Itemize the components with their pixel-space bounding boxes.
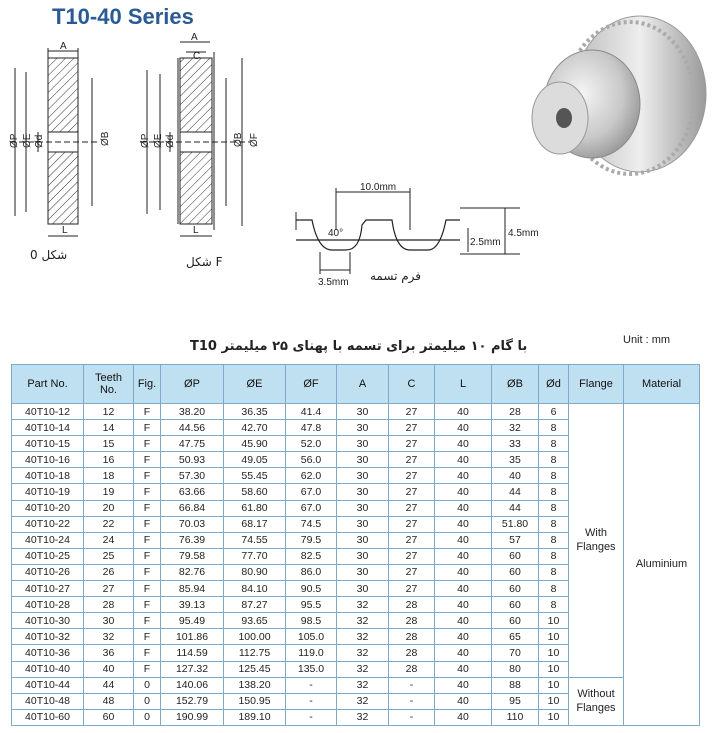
figure-0-label: شکل 0: [30, 248, 68, 262]
column-header: ØB: [492, 365, 539, 404]
table-cell: 138.20: [224, 677, 286, 693]
table-cell: 28: [492, 404, 539, 420]
table-cell: 40T10-28: [12, 597, 84, 613]
dim-l-f-label: L: [193, 225, 199, 236]
table-cell: 10: [539, 645, 569, 661]
table-cell: 40: [435, 468, 492, 484]
dim-c-label: C: [193, 51, 201, 62]
table-cell: 10: [539, 661, 569, 677]
table-cell: 27: [389, 484, 435, 500]
table-cell: 30: [337, 532, 389, 548]
table-cell: 40: [435, 436, 492, 452]
column-header: Material: [624, 365, 700, 404]
table-cell: 135.0: [286, 661, 337, 677]
table-cell: 27: [389, 516, 435, 532]
table-cell: 40: [435, 564, 492, 580]
table-cell: 88: [492, 677, 539, 693]
table-cell: 8: [539, 468, 569, 484]
table-cell: 84.10: [224, 581, 286, 597]
table-cell: 40: [435, 500, 492, 516]
dim-p-f-label: ØP: [140, 133, 151, 148]
table-cell: 45.90: [224, 436, 286, 452]
table-cell: 36: [84, 645, 134, 661]
table-cell: 47.8: [286, 420, 337, 436]
table-caption: T10 با گام ۱۰ میلیمتر برای تسمه با پهنای ۲۵ میلیمتر: [190, 339, 528, 354]
flange-with-cell: With Flanges: [569, 404, 624, 678]
table-cell: 76.39: [161, 532, 224, 548]
dim-tooth-label: 2.5mm: [470, 237, 501, 248]
table-cell: F: [134, 597, 161, 613]
table-cell: 32: [337, 629, 389, 645]
table-cell: 10: [539, 709, 569, 725]
table-cell: 8: [539, 420, 569, 436]
table-cell: 114.59: [161, 645, 224, 661]
table-cell: 70: [492, 645, 539, 661]
table-cell: 95.5: [286, 597, 337, 613]
table-cell: 24: [84, 532, 134, 548]
table-cell: 40T10-25: [12, 548, 84, 564]
table-cell: 32: [337, 645, 389, 661]
table-cell: 80.90: [224, 564, 286, 580]
table-cell: 40: [435, 404, 492, 420]
table-cell: 87.27: [224, 597, 286, 613]
table-cell: 44.56: [161, 420, 224, 436]
table-cell: 86.0: [286, 564, 337, 580]
table-cell: 27: [389, 548, 435, 564]
table-cell: 40T10-27: [12, 581, 84, 597]
table-cell: 30: [337, 500, 389, 516]
column-header: ØF: [286, 365, 337, 404]
table-cell: 90.5: [286, 581, 337, 597]
table-cell: 8: [539, 597, 569, 613]
table-cell: 32: [337, 613, 389, 629]
table-cell: 10: [539, 677, 569, 693]
table-cell: 40T10-18: [12, 468, 84, 484]
table-cell: 10: [539, 693, 569, 709]
table-cell: 40: [435, 581, 492, 597]
page-title: T10-40 Series: [52, 4, 194, 29]
table-cell: 40: [435, 420, 492, 436]
table-cell: 56.0: [286, 452, 337, 468]
table-cell: -: [286, 709, 337, 725]
table-cell: 27: [389, 404, 435, 420]
table-cell: 30: [337, 564, 389, 580]
table-cell: 152.79: [161, 693, 224, 709]
table-cell: 77.70: [224, 548, 286, 564]
table-cell: 30: [337, 436, 389, 452]
dim-e-label: ØE: [22, 133, 33, 148]
table-cell: 105.0: [286, 629, 337, 645]
table-cell: 40: [435, 629, 492, 645]
table-cell: F: [134, 500, 161, 516]
table-header-row: [12, 365, 700, 404]
table-cell: 93.65: [224, 613, 286, 629]
table-cell: 52.0: [286, 436, 337, 452]
table-cell: 66.84: [161, 500, 224, 516]
column-header: Flange: [569, 365, 624, 404]
table-cell: 12: [84, 404, 134, 420]
table-cell: 40T10-26: [12, 564, 84, 580]
table-cell: 6: [539, 404, 569, 420]
table-cell: 60: [492, 564, 539, 580]
table-cell: 44: [492, 500, 539, 516]
column-header: Fig.: [134, 365, 161, 404]
table-cell: 32: [84, 629, 134, 645]
table-cell: 40: [435, 661, 492, 677]
table-cell: 30: [84, 613, 134, 629]
table-cell: 28: [84, 597, 134, 613]
table-cell: 40: [435, 484, 492, 500]
table-cell: -: [286, 677, 337, 693]
belt-profile-label: فرم تسمه: [370, 269, 422, 283]
table-cell: 40: [435, 532, 492, 548]
table-cell: 32: [337, 661, 389, 677]
table-cell: 85.94: [161, 581, 224, 597]
table-cell: 112.75: [224, 645, 286, 661]
table-cell: 60: [492, 597, 539, 613]
table-cell: 32: [337, 677, 389, 693]
table-cell: F: [134, 661, 161, 677]
column-header: A: [337, 365, 389, 404]
figure-f-label: شکل F: [186, 255, 223, 269]
table-cell: 27: [389, 532, 435, 548]
table-cell: 57.30: [161, 468, 224, 484]
dim-f-label: ØF: [249, 133, 260, 147]
table-cell: 27: [389, 420, 435, 436]
column-header: L: [435, 365, 492, 404]
table-cell: 95: [492, 693, 539, 709]
table-cell: 74.55: [224, 532, 286, 548]
table-cell: 40: [435, 516, 492, 532]
flange-without-cell: Without Flanges: [569, 677, 624, 725]
table-cell: 49.05: [224, 452, 286, 468]
column-header: ØE: [224, 365, 286, 404]
dim-d-label: Ød: [34, 134, 45, 148]
table-cell: 79.58: [161, 548, 224, 564]
table-cell: 28: [389, 645, 435, 661]
table-cell: 30: [337, 452, 389, 468]
table-cell: 40T10-48: [12, 693, 84, 709]
table-cell: 70.03: [161, 516, 224, 532]
table-cell: 74.5: [286, 516, 337, 532]
table-cell: 14: [84, 420, 134, 436]
table-cell: F: [134, 468, 161, 484]
table-cell: 62.0: [286, 468, 337, 484]
table-cell: 30: [337, 420, 389, 436]
dim-e-f-label: ØE: [153, 133, 164, 148]
table-cell: 55.45: [224, 468, 286, 484]
table-cell: 27: [389, 581, 435, 597]
table-row: [12, 404, 700, 420]
table-cell: 63.66: [161, 484, 224, 500]
table-cell: 8: [539, 548, 569, 564]
table-cell: 67.0: [286, 484, 337, 500]
table-cell: 41.4: [286, 404, 337, 420]
table-cell: -: [389, 677, 435, 693]
material-cell: Aluminium: [624, 404, 700, 726]
table-cell: 0: [134, 709, 161, 725]
dim-b-label: ØB: [100, 131, 111, 146]
table-cell: 0: [134, 677, 161, 693]
table-cell: 68.17: [224, 516, 286, 532]
table-cell: 61.80: [224, 500, 286, 516]
table-cell: 20: [84, 500, 134, 516]
table-cell: 8: [539, 452, 569, 468]
table-cell: 40T10-32: [12, 629, 84, 645]
table-cell: 127.32: [161, 661, 224, 677]
table-cell: -: [389, 709, 435, 725]
table-cell: 119.0: [286, 645, 337, 661]
table-cell: 28: [389, 629, 435, 645]
table-cell: 26: [84, 564, 134, 580]
table-cell: 33: [492, 436, 539, 452]
table-cell: 27: [389, 564, 435, 580]
table-cell: 40: [435, 548, 492, 564]
table-cell: 8: [539, 484, 569, 500]
dim-d-f-label: Ød: [165, 134, 176, 148]
table-cell: 40T10-24: [12, 532, 84, 548]
dim-b-f-label: ØB: [233, 132, 244, 147]
table-body: [12, 404, 700, 726]
table-cell: 0: [134, 693, 161, 709]
table-row: [12, 677, 700, 693]
table-cell: F: [134, 613, 161, 629]
column-header: Ød: [539, 365, 569, 404]
table-cell: 28: [389, 597, 435, 613]
table-cell: 27: [389, 436, 435, 452]
table-cell: 32: [492, 420, 539, 436]
table-cell: 40T10-16: [12, 452, 84, 468]
table-cell: 8: [539, 564, 569, 580]
table-cell: 27: [389, 500, 435, 516]
table-cell: 140.06: [161, 677, 224, 693]
table-cell: 19: [84, 484, 134, 500]
table-cell: F: [134, 452, 161, 468]
table-cell: 40T10-15: [12, 436, 84, 452]
table-cell: 8: [539, 500, 569, 516]
table-cell: 30: [337, 484, 389, 500]
table-cell: 82.76: [161, 564, 224, 580]
table-cell: 30: [337, 404, 389, 420]
spec-table: [11, 364, 700, 726]
table-cell: 60: [84, 709, 134, 725]
table-cell: 101.86: [161, 629, 224, 645]
table-cell: 8: [539, 516, 569, 532]
table-cell: 40: [435, 597, 492, 613]
table-cell: 47.75: [161, 436, 224, 452]
table-cell: 40: [435, 677, 492, 693]
table-cell: 30: [337, 548, 389, 564]
column-header: Teeth No.: [84, 365, 134, 404]
table-cell: 98.5: [286, 613, 337, 629]
table-cell: 51.80: [492, 516, 539, 532]
table-cell: 40T10-14: [12, 420, 84, 436]
table-cell: 32: [337, 597, 389, 613]
table-cell: 8: [539, 581, 569, 597]
table-cell: 30: [337, 516, 389, 532]
table-cell: F: [134, 436, 161, 452]
table-cell: 40: [435, 709, 492, 725]
table-cell: 16: [84, 452, 134, 468]
table-cell: 40T10-19: [12, 484, 84, 500]
table-cell: 44: [492, 484, 539, 500]
table-cell: 60: [492, 613, 539, 629]
table-cell: 67.0: [286, 500, 337, 516]
table-cell: 40: [435, 452, 492, 468]
dim-angle-label: 40°: [328, 228, 344, 239]
table-cell: 48: [84, 693, 134, 709]
table-cell: 40T10-20: [12, 500, 84, 516]
table-cell: 8: [539, 532, 569, 548]
table-cell: 35: [492, 452, 539, 468]
table-cell: 10: [539, 613, 569, 629]
dim-pitch-label: 10.0mm: [360, 182, 397, 193]
table-cell: 40: [492, 468, 539, 484]
table-cell: 32: [337, 693, 389, 709]
dim-a-label: A: [60, 41, 67, 52]
table-cell: 8: [539, 436, 569, 452]
table-cell: -: [389, 693, 435, 709]
column-header: C: [389, 365, 435, 404]
table-cell: 40: [435, 645, 492, 661]
table-cell: 150.95: [224, 693, 286, 709]
table-cell: F: [134, 484, 161, 500]
table-cell: 28: [389, 613, 435, 629]
table-cell: 25: [84, 548, 134, 564]
table-cell: 60: [492, 548, 539, 564]
table-cell: 32: [337, 709, 389, 725]
dim-a-f-label: A: [191, 32, 198, 43]
table-cell: 27: [389, 468, 435, 484]
dim-width-label: 3.5mm: [318, 277, 349, 288]
table-cell: 30: [337, 468, 389, 484]
table-cell: 22: [84, 516, 134, 532]
table-cell: 95.49: [161, 613, 224, 629]
table-cell: 40T10-60: [12, 709, 84, 725]
table-cell: F: [134, 420, 161, 436]
table-cell: 40T10-30: [12, 613, 84, 629]
table-cell: 190.99: [161, 709, 224, 725]
table-cell: F: [134, 645, 161, 661]
table-cell: 80: [492, 661, 539, 677]
table-cell: F: [134, 404, 161, 420]
table-cell: 57: [492, 532, 539, 548]
table-cell: 27: [389, 452, 435, 468]
column-header: ØP: [161, 365, 224, 404]
table-cell: 40: [84, 661, 134, 677]
table-cell: 82.5: [286, 548, 337, 564]
table-cell: F: [134, 516, 161, 532]
table-cell: 60: [492, 581, 539, 597]
table-cell: F: [134, 548, 161, 564]
table-cell: F: [134, 629, 161, 645]
dim-height-label: 4.5mm: [508, 228, 539, 239]
table-cell: 15: [84, 436, 134, 452]
table-cell: 79.5: [286, 532, 337, 548]
table-cell: 38.20: [161, 404, 224, 420]
table-cell: 100.00: [224, 629, 286, 645]
table-cell: 58.60: [224, 484, 286, 500]
pulley-image: [522, 6, 712, 196]
table-cell: 125.45: [224, 661, 286, 677]
unit-label: Unit : mm: [623, 334, 671, 346]
dim-p-label: ØP: [9, 133, 20, 148]
table-cell: F: [134, 564, 161, 580]
column-header: Part No.: [12, 365, 84, 404]
table-cell: 36.35: [224, 404, 286, 420]
table-cell: 40T10-36: [12, 645, 84, 661]
table-cell: -: [286, 693, 337, 709]
table-cell: 50.93: [161, 452, 224, 468]
table-cell: 10: [539, 629, 569, 645]
table-cell: 189.10: [224, 709, 286, 725]
table-cell: 30: [337, 581, 389, 597]
table-cell: 40T10-12: [12, 404, 84, 420]
table-cell: 110: [492, 709, 539, 725]
table-cell: F: [134, 532, 161, 548]
table-cell: 44: [84, 677, 134, 693]
table-cell: F: [134, 581, 161, 597]
table-cell: 27: [84, 581, 134, 597]
table-cell: 28: [389, 661, 435, 677]
table-cell: 40: [435, 613, 492, 629]
table-cell: 40T10-22: [12, 516, 84, 532]
table-cell: 40T10-44: [12, 677, 84, 693]
table-cell: 39.13: [161, 597, 224, 613]
dim-l-label: L: [62, 225, 68, 236]
table-cell: 65: [492, 629, 539, 645]
table-cell: 18: [84, 468, 134, 484]
table-cell: 40: [435, 693, 492, 709]
table-cell: 42.70: [224, 420, 286, 436]
table-cell: 40T10-40: [12, 661, 84, 677]
